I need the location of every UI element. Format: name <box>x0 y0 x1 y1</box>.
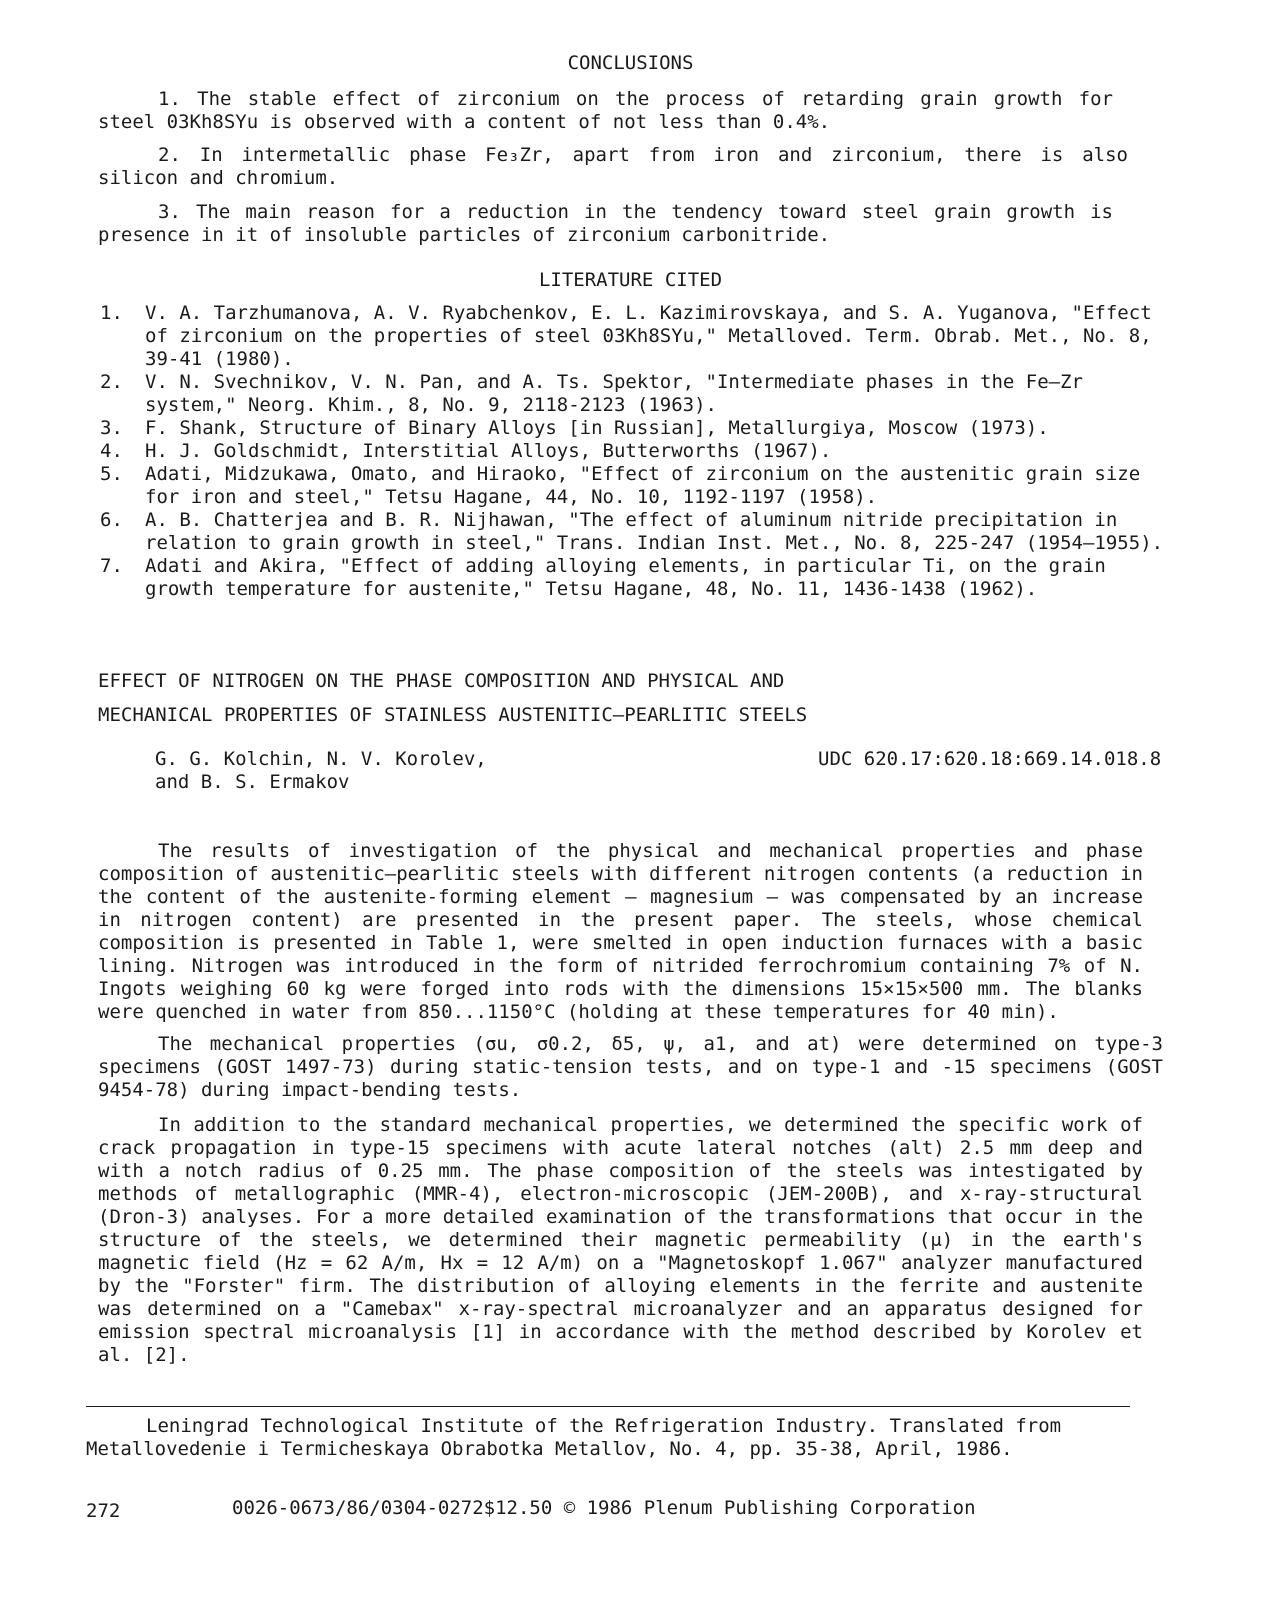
page-number: 272 <box>86 1500 121 1522</box>
copyright-code: 0026-0673/86/0304-0272$12.50 © 1986 Plenum Publishing Corporation <box>232 1497 976 1519</box>
article-title-line-1: EFFECT OF NITROGEN ON THE PHASE COMPOSITION AND PHYSICAL AND <box>98 670 785 692</box>
footnote-rule <box>86 1406 1130 1407</box>
article-authors <box>155 748 487 794</box>
reference-item: 6. A. B. Chatterjea and B. R. Nijhawan, "The effect of aluminum nitride precipitation in relation to grain growth in steel," Trans. Indian Inst. Met., No. 8, 225-247 (1954–1955). <box>100 509 1164 554</box>
conclusion-item: 1. The stable effect of zirconium on the process of retarding grain growth for steel 03Kh8SYu is observed with a content of not less than 0.4%. <box>98 88 1113 133</box>
authors-line-1: G. G. Kolchin, N. V. Korolev, <box>155 748 487 770</box>
article-title-line-2: MECHANICAL PROPERTIES OF STAINLESS AUSTENITIC—PEARLITIC STEELS <box>98 704 808 726</box>
reference-item: 7. Adati and Akira, "Effect of adding alloying elements, in particular Ti, on the grain growth temperature for austenite," Tetsu Hagane, 48, No. 11, 1436-1438 (1962). <box>100 555 1106 600</box>
reference-list <box>100 302 1185 601</box>
conclusion-item: 2. In intermetallic phase Fe₃Zr, apart from iron and zirconium, there is also silicon and chromium. <box>98 144 1128 189</box>
conclusions-heading: CONCLUSIONS <box>567 52 694 74</box>
udc-code: UDC 620.17:620.18:669.14.018.8 <box>818 748 1162 770</box>
body-paragraph: The results of investigation of the physical and mechanical properties and phase composition of austenitic—pearlitic steels with different nitrogen contents (a reduction in the content of the austenite-forming element — magnesium — was compensated by an increase in nitrogen content) are presented in the present paper. The steels, whose chemical composition is presented in Table 1, were smelted in open induction furnaces with a basic lining. Nitrogen was introduced in the form of nitrided ferrochromium containing 7% of N. Ingots weighing 60 kg were forged into rods with the dimensions 15×15×500 mm. The blanks were quenched in water from 850...1150°C (holding at these temperatures for 40 min). <box>98 840 1143 1023</box>
reference-item: 4. H. J. Goldschmidt, Interstitial Alloys, Butterworths (1967). <box>100 440 832 462</box>
body-paragraph: In addition to the standard mechanical properties, we determined the specific work of crack propagation in type-15 specimens with acute lateral notches (alt) 2.5 mm deep and with a notch radius of 0.25 mm. The phase composition of the steels was intestigated by methods of metallographic (MMR-4), electron-microscopic (JEM-200B), and x-ray-structural (Dron-3) analyses. For a more detailed examination of the transformations that occur in the structure of the steels, we determined their magnetic permeability (μ) in the earth's magnetic field (Hz = 62 A/m, Hx = 12 A/m) on a "Magnetoskopf 1.067" analyzer manufactured by the "Forster" firm. The distribution of alloying elements in the ferrite and austenite was determined on a "Camebax" x-ray-spectral microanalyzer and an apparatus designed for emission spectral microanalysis [1] in accordance with the method described by Korolev et al. [2]. <box>98 1114 1143 1366</box>
reference-item: 2. V. N. Svechnikov, V. N. Pan, and A. Ts. Spektor, "Intermediate phases in the Fe–Zr system," Neorg. Khim., 8, No. 9, 2118-2123 (1963). <box>100 371 1083 416</box>
reference-item: 5. Adati, Midzukawa, Omato, and Hiraoko, "Effect of zirconium on the austenitic grain size for iron and steel," Tetsu Hagane, 44, No. 10, 1192-1197 (1958). <box>100 463 1141 508</box>
literature-heading: LITERATURE CITED <box>538 269 723 291</box>
reference-item: 3. F. Shank, Structure of Binary Alloys [in Russian], Metallurgiya, Moscow (1973). <box>100 417 1049 439</box>
reference-item: 1. V. A. Tarzhumanova, A. V. Ryabchenkov, E. L. Kazimirovskaya, and S. A. Yuganova, "Effect of zirconium on the properties of steel 03Kh8SYu," Metalloved. Term. Obrab. Met., No. 8, 39-41 (1980). <box>100 302 1152 370</box>
authors-line-2: and B. S. Ermakov <box>155 771 350 793</box>
affiliation-footnote: Leningrad Technological Institute of the Refrigeration Industry. Translated from Metallovedenie i Termicheskaya Obrabotka Metallov, No. 4, pp. 35-38, April, 1986. <box>86 1415 1062 1460</box>
body-paragraph: The mechanical properties (σu, σ0.2, δ5, ψ, a1, and at) were determined on type-3 specimens (GOST 1497-73) during static-tension tests, and on type-1 and -15 specimens (GOST 9454-78) during impact-bending tests. <box>98 1033 1163 1101</box>
conclusion-item: 3. The main reason for a reduction in the tendency toward steel grain growth is presence in it of insoluble particles of zirconium carbonitride. <box>98 201 1113 246</box>
